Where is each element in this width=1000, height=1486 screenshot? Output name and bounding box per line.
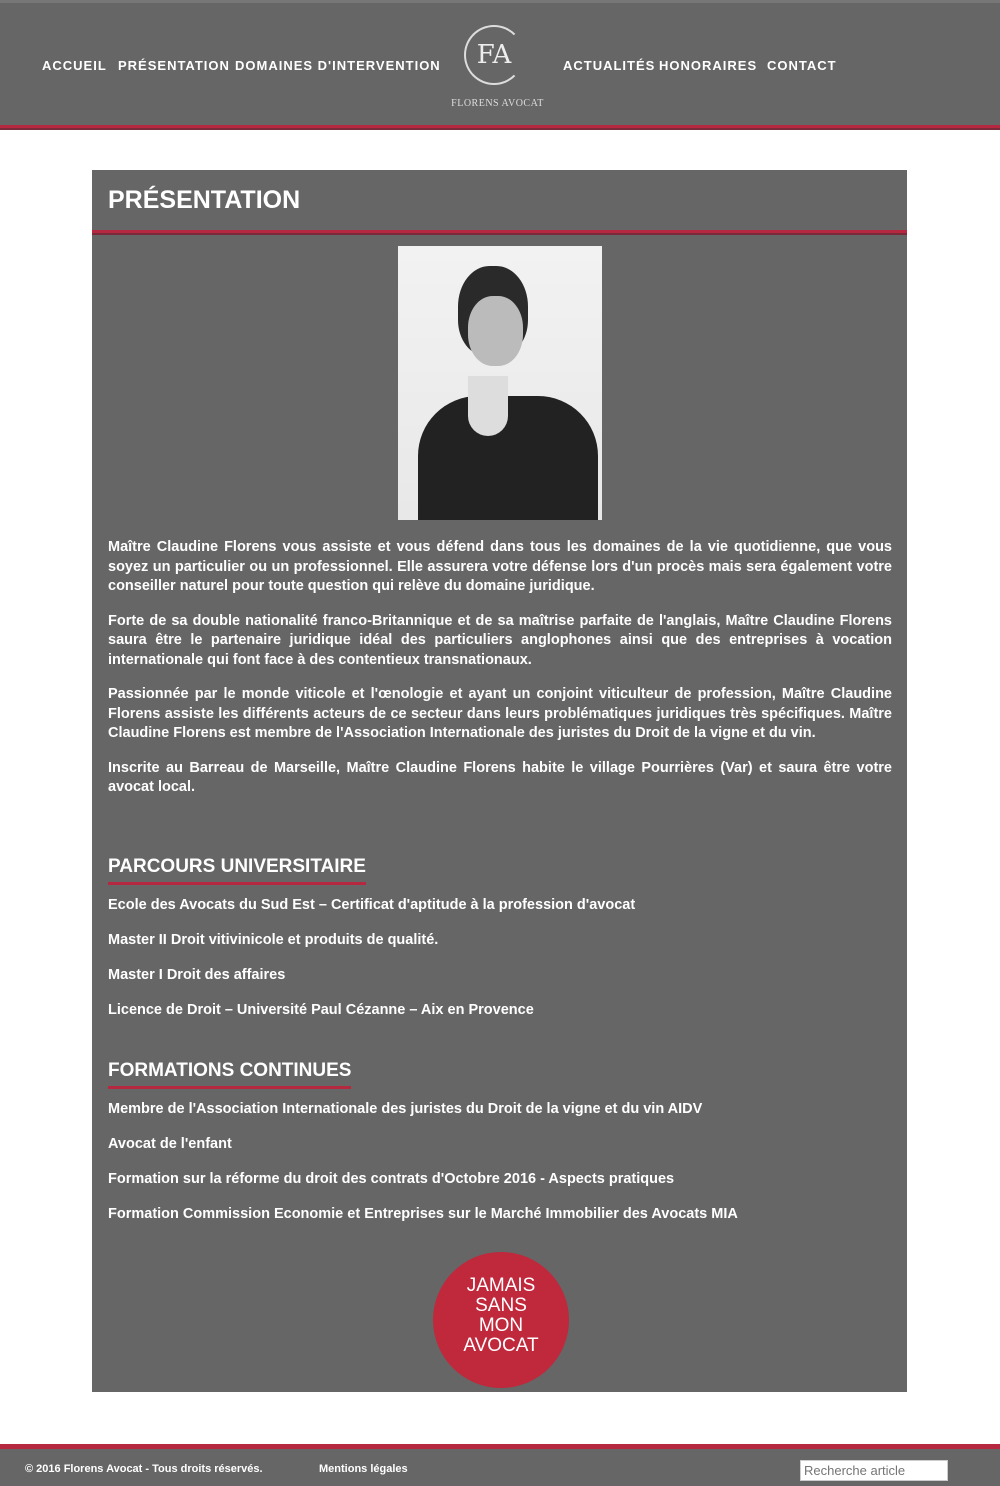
nav-accueil[interactable]: ACCUEIL xyxy=(42,58,107,73)
footer xyxy=(0,1444,1000,1486)
logo[interactable]: FA xyxy=(464,25,524,85)
paragraph: Passionnée par le monde viticole et l'œnologie et ayant un conjoint viticulteur de profession, Maître Claudine Florens assiste les différents acteurs de ce secteur dans leurs problématiques juridiques très spécifiques. Maître Claudine Florens est membre de l'Association Internationale des juristes du Droit de la vigne et du vin. xyxy=(108,686,892,741)
logo-text: FLORENS AVOCAT xyxy=(451,98,544,109)
search-input[interactable] xyxy=(800,1460,948,1481)
title-divider xyxy=(92,230,907,235)
badge-line: SANS xyxy=(475,1295,527,1316)
list-item: Formation sur la réforme du droit des contrats d'Octobre 2016 - Aspects pratiques xyxy=(108,1171,675,1187)
formations-heading: FORMATIONS CONTINUES xyxy=(108,1060,351,1089)
portrait-photo xyxy=(398,246,602,520)
list-item: Formation Commission Economie et Entreprises sur le Marché Immobilier des Avocats MIA xyxy=(108,1206,738,1222)
parcours-heading: PARCOURS UNIVERSITAIRE xyxy=(108,856,366,885)
mentions-legales-link[interactable]: Mentions légales xyxy=(319,1463,408,1475)
nav-domaines[interactable]: DOMAINES D'INTERVENTION xyxy=(235,58,441,73)
page-title: PRÉSENTATION xyxy=(108,186,301,214)
badge-line: AVOCAT xyxy=(463,1335,539,1356)
nav-honoraires[interactable]: HONORAIRES xyxy=(659,58,758,73)
list-item: Master II Droit vitivinicole et produits de qualité. xyxy=(108,932,439,948)
header-divider xyxy=(0,125,1000,130)
list-item: Licence de Droit – Université Paul Cézanne – Aix en Provence xyxy=(108,1002,534,1018)
list-item: Avocat de l'enfant xyxy=(108,1136,232,1152)
list-item: Ecole des Avocats du Sud Est – Certificat d'aptitude à la profession d'avocat xyxy=(108,897,636,913)
badge-line: JAMAIS xyxy=(466,1275,536,1296)
paragraph: Forte de sa double nationalité franco-Britannique et de sa maîtrise parfaite de l'anglais, Maître Claudine Florens saura être le partenaire juridique idéal des particuliers anglophones ainsi que des entreprises à vocation internationale qui font face à des contentieux transnationaux. xyxy=(108,612,892,668)
header xyxy=(0,0,1000,125)
paragraph: Inscrite au Barreau de Marseille, Maître Claudine Florens habite le village Pourrières (Var) et saura être votre avocat local. xyxy=(108,759,892,795)
intro-text xyxy=(108,538,892,813)
nav-actualites[interactable]: ACTUALITÉS xyxy=(563,58,656,73)
jamais-sans-mon-avocat-badge xyxy=(433,1252,569,1388)
paragraph: Maître Claudine Florens vous assiste et vous défend dans tous les domaines de la vie quotidienne, que vous soyez un particulier ou un professionnel. Elle assurera votre défense lors d'un procès mais sera également votre conseiller naturel pour toute question qui relève du domaine juridique. xyxy=(108,539,892,594)
nav-contact[interactable]: CONTACT xyxy=(767,58,837,73)
list-item: Master I Droit des affaires xyxy=(108,967,286,983)
content-box xyxy=(92,170,907,1392)
badge-line: MON xyxy=(478,1315,524,1336)
list-item: Membre de l'Association Internationale des juristes du Droit de la vigne et du vin AIDV xyxy=(108,1101,703,1117)
nav-presentation[interactable]: PRÉSENTATION xyxy=(118,58,230,73)
copyright: © 2016 Florens Avocat - Tous droits réservés. xyxy=(25,1463,263,1475)
